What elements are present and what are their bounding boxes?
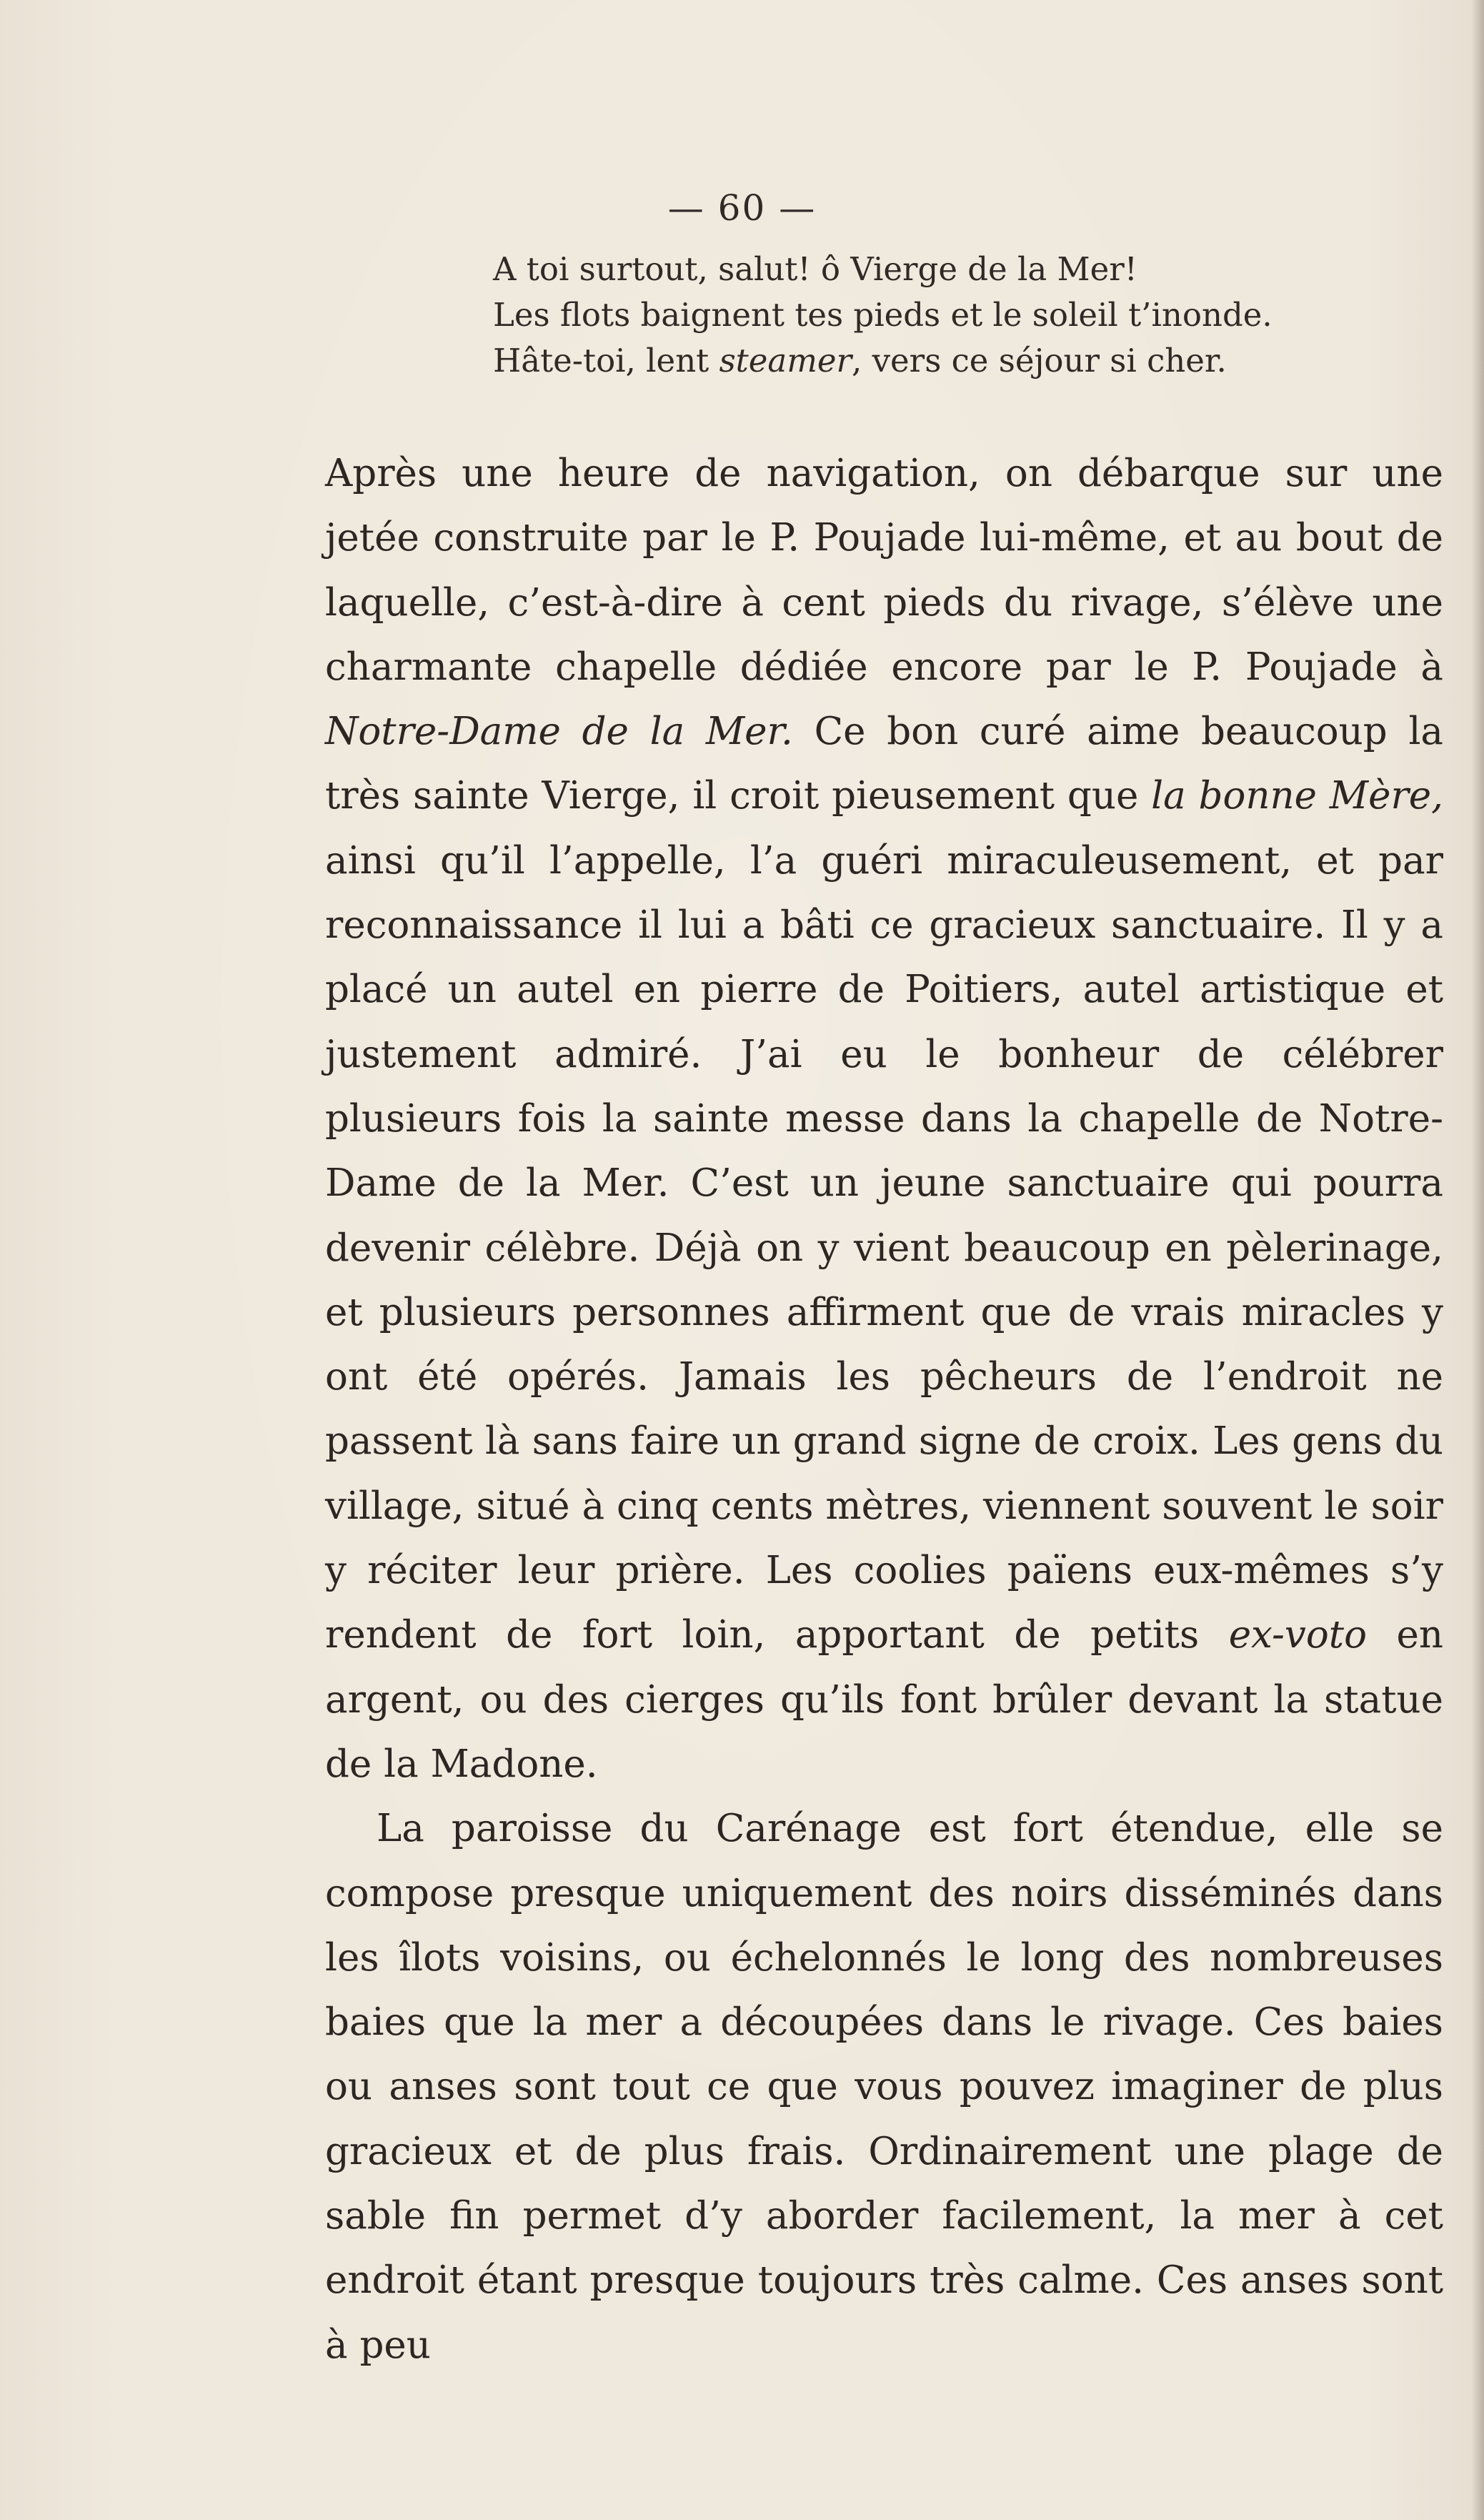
poem-line [493, 292, 1273, 338]
body-text [325, 442, 1443, 2378]
paragraph-italic: la bonne Mère, [1151, 774, 1443, 818]
paragraph-text: ainsi qu’il l’appelle, l’a guéri miraculeusement, et par reconnaissance il lui a bâti ce gracieux sanctuaire. Il y a placé un autel en pierre de Poitiers, autel artistique et justement admiré. J’ai eu le bonheur de célébrer plusieurs fois la sainte messe dans la chapelle de Notre-Dame de la Mer. C’est un jeune sanctuaire qui pourra devenir célèbre. Déjà on y vient beaucoup en pèlerinage, et plusieurs personnes affirment que de vrais miracles y ont été opérés. Jamais les pêcheurs de l’endroit ne passent là sans faire un grand signe de croix. Les gens du village, situé à cinq cents mètres, viennent souvent le soir y réciter leur prière. Les coolies païens eux-mêmes s’y rendent de fort loin, apportant de petits [325, 838, 1443, 1657]
poem-line-italic: steamer [719, 342, 852, 380]
poem-line-text: A toi surtout, salut! ô Vierge de la Mer! [493, 250, 1137, 288]
paragraph [325, 1797, 1443, 2378]
poem-line [493, 247, 1273, 292]
page-number: — 60 — [667, 187, 817, 229]
paragraph [325, 442, 1443, 1797]
poem-line-text: Hâte-toi, lent [493, 342, 719, 380]
poem-line-text: Les flots baignent tes pieds et le soleil t’inonde. [493, 296, 1273, 334]
paragraph-text: La paroisse du Carénage est fort étendue, elle se compose presque uniquement des noirs disséminés dans les îlots voisins, ou échelonnés le long des nombreuses baies que la mer a découpées dans le rivage. Ces baies ou anses sont tout ce que vous pouvez imaginer de plus gracieux et de plus frais. Ordinairement une plage de sable fin permet d’y aborder facilement, la mer à cet endroit étant presque toujours très calme. Ces anses sont à peu [325, 1807, 1443, 2367]
paragraph-italic: Notre-Dame de la Mer. [325, 710, 793, 754]
paragraph-text: Ce bon curé aime beaucoup la très sainte Vierge, il croit pieusement que [325, 710, 1443, 818]
page-edge-shadow [1471, 0, 1484, 2520]
poem-stanza [493, 247, 1273, 384]
poem-line [493, 338, 1273, 384]
paragraph-text: en argent, ou des cierges qu’ils font brûler devant la statue de la Madone. [325, 1613, 1443, 1786]
paragraph-text: Après une heure de navigation, on débarque sur une jetée construite par le P. Poujade lui-même, et au bout de laquelle, c’est-à-dire à cent pieds du rivage, s’élève une charmante chapelle dédiée encore par le P. Poujade à [325, 452, 1443, 689]
poem-line-text: , vers ce séjour si cher. [852, 342, 1227, 380]
paragraph-italic: ex-voto [1228, 1613, 1367, 1657]
